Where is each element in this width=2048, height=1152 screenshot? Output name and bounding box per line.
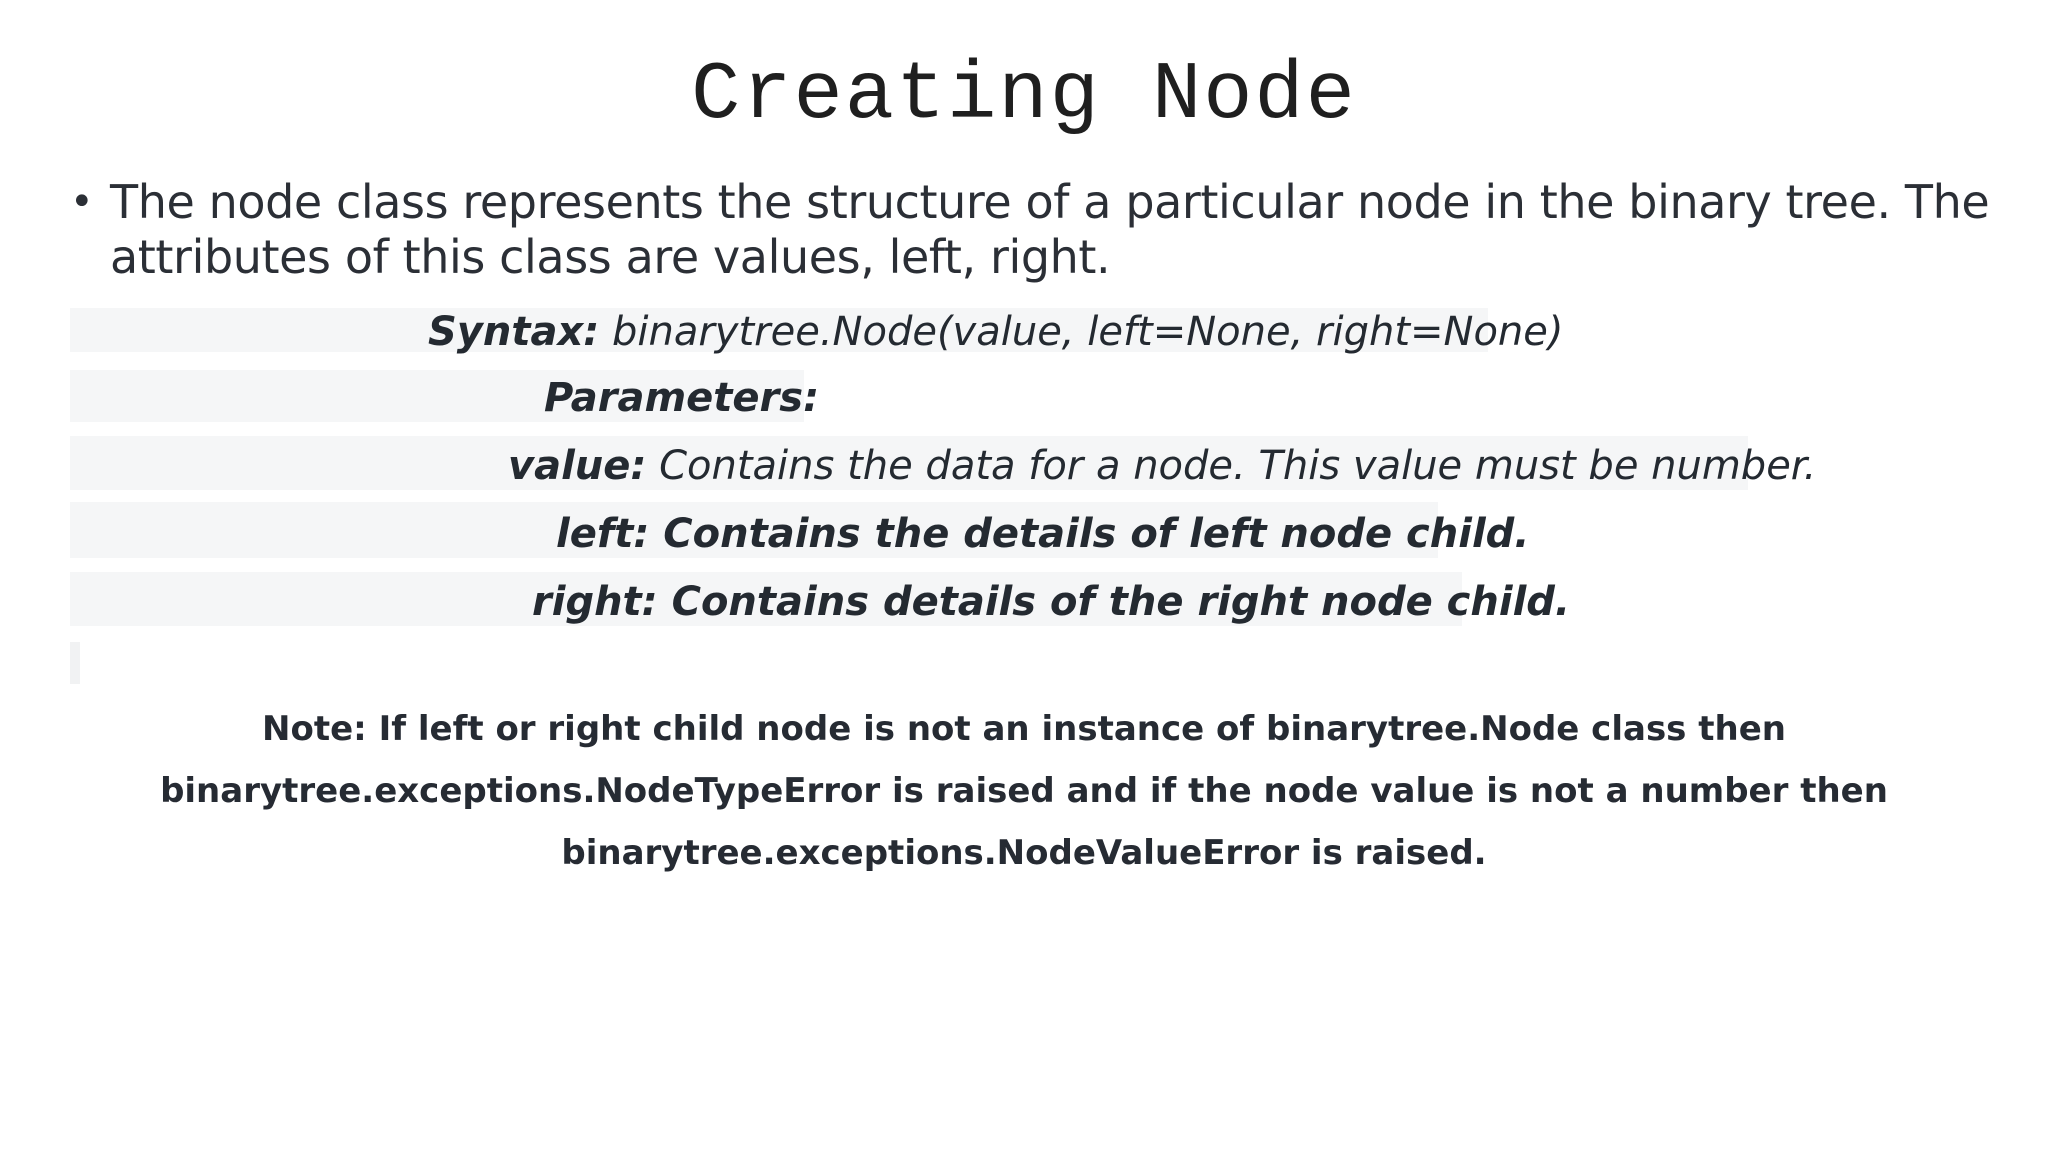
syntax-label: Syntax: <box>428 309 600 355</box>
note-block <box>150 698 1898 884</box>
param-desc: Contains details of the right node child. <box>657 579 1571 625</box>
param-desc: Contains the data for a node. This value must be number. <box>646 443 1817 489</box>
note-line: Note: If left or right child node is not an instance of binarytree.Node class then <box>262 709 1786 749</box>
param-name: value: <box>508 443 647 489</box>
param-name: right: <box>532 579 658 625</box>
text-cursor-mark <box>70 642 80 684</box>
slide-title: Creating Node <box>691 49 1357 142</box>
parameters-heading <box>544 372 819 424</box>
syntax-line <box>428 306 1563 358</box>
bullet-text: The node class represents the structure of a particular node in the binary tree. The attributes of this class are values, left, right. <box>110 175 1990 284</box>
note-line: binarytree.exceptions.NodeTypeError is raised and if the node value is not a number then <box>160 771 1888 811</box>
param-left-line <box>556 508 1530 560</box>
syntax-text: binarytree.Node(value, left=None, right=None) <box>599 309 1564 355</box>
param-value-line <box>508 440 1816 492</box>
bullet-dot-icon: • <box>70 179 94 225</box>
param-desc: Contains the details of left node child. <box>649 511 1530 557</box>
param-name: left: <box>556 511 650 557</box>
parameters-label: Parameters: <box>544 375 820 421</box>
param-right-line <box>532 576 1570 628</box>
note-line: binarytree.exceptions.NodeValueError is raised. <box>561 833 1487 873</box>
